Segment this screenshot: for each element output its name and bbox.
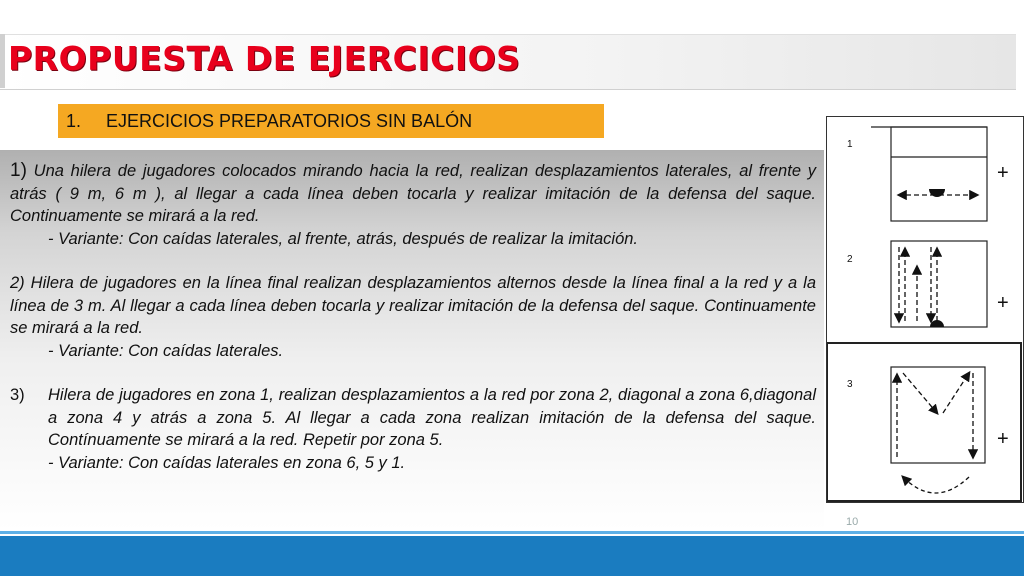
footer-bar [0,536,1024,576]
exercise-1-variant: - Variante: Con caídas laterales, al frente, atrás, después de realizar la imitación. [48,229,639,248]
diagram-1-plus: + [997,162,1009,184]
page-number: 10 [846,516,859,528]
exercise-1-number: 1) [10,160,27,181]
section-label: EJERCICIOS PREPARATORIOS SIN BALÓN [106,110,473,131]
title-accent [0,34,5,88]
footer-accent-line [0,531,1024,534]
slide-title: PROPUESTA DE EJERCICIOS [8,39,521,78]
diagram-1-label: 1 [847,139,853,150]
diagram-2-plus: + [997,292,1009,314]
exercise-text [10,160,816,474]
section-heading [58,104,604,138]
exercise-1-text: Una hilera de jugadores colocados mirando hacia la red, realizan desplazamientos laterales, al frente y atrás ( 9 m, 6 m ), al llegar a cada línea deben tocarla y realizar imitación de la defensa del saque. Continuamente se mirará a la red. [10,162,816,225]
court-diagram [827,117,1023,502]
diagram-3-arrow-diag-up [943,373,969,413]
exercise-3-number: 3) [10,386,25,404]
exercise-2-variant: - Variante: Con caídas laterales. [48,341,284,360]
diagram-1-court [891,127,987,221]
court-diagram-figure [826,116,1024,503]
diagram-2-player [930,320,944,327]
diagram-1-player [929,189,945,197]
diagram-3-arrow-diag-down [903,373,937,413]
exercise-1 [10,160,816,228]
diagram-3-label: 3 [847,379,853,390]
diagram-3-arrow-return [903,477,969,493]
exercise-3 [10,384,816,452]
exercise-3-variant: - Variante: Con caídas laterales en zona 6, 5 y 1. [48,453,406,472]
diagram-2-label: 2 [847,254,853,265]
exercise-2: 2) Hilera de jugadores en la línea final realizan desplazamientos alternos desde la línea final a la red y a la línea de 3 m. Al llegar a cada línea deben tocarla y realizar imitación de la defensa del saque. Continuamente se mirará a la red. [10,274,816,337]
section-number: 1. [66,110,82,131]
exercise-3-text: Hilera de jugadores en zona 1, realizan desplazamientos a la red por zona 2, diagonal a zona 6,diagonal a zona 4 y atrás a zona 5. Al llegar a cada zona realizan imitación de la defensa del saque. Contínuamente se mirará a la red. Repetir por zona 5. [48,386,816,449]
diagram-3-plus: + [997,428,1009,450]
diagram-3-court [891,367,985,463]
